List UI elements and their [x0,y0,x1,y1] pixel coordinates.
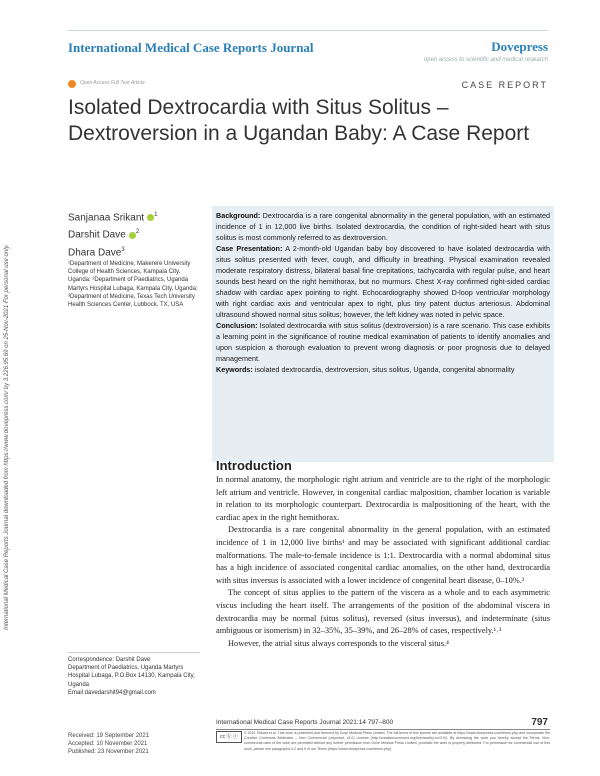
publication-dates: Received: 19 September 2021 Accepted: 10 November 2021 Published: 23 November 2021 [68,733,150,756]
correspondence-rule [68,652,200,653]
creative-commons-icon[interactable]: cc ⓑ ⓢ [216,731,242,743]
introduction-body: In normal anatomy, the morphologic right atrium and ventricle are to the right of the morphologic left atrium and ventricle. However, in congenital cardiac malposition, chamber location is variable in relation to its morphologic counterpart. Dextrocardia is malpositioning of the heart, with the cardiac apex in the right hemithorax. Dextrocardia is a rare congenital abnormality in the general population, with an estimated incidence of 1 in 12,000 live births¹ and may be associated with significant additional cardiac malformations. The male-to-female incidence is 1:1. Dextrocardia with a normal abdominal situs has a high incidence of associated congenital cardiac anomalies, on the other hand, dextrocardia with situs inversus is associated with a lower incidence of congenital heart disease, 0–10%.² The concept of situs applies to the pattern of the viscera as a whole and to each asymmetric viscus including the heart itself. The arrangements of the position of the abdominal viscera in dextrocardia may be normal (situs solitus), reversed (situs inversus), and indeterminate (situs ambiguous or isomerism) in 32–35%, 35–39%, and 26–28% of cases, respectively.¹˒³ However, the atrial situs always corresponds to the visceral situs.⁴ [216,475,550,648]
footer-journal-reference: International Medical Case Reports Journal 2021:14 797–800 [216,719,394,726]
publisher-logo[interactable]: Dovepress [491,39,548,54]
author: Darshit Dave $^2$ [68,229,140,241]
affiliations: ¹Department of Medicine, Makerere University College of Health Sciences, Kampala City, Uganda; ²Department of Paediatrics, Uganda Martyrs Hospital Lubaga, Kampala City, Uganda; ³Department of Medicine, Texas Tech University Health Sciences Center, Lubbock, TX, USA [68,261,198,309]
article-type: CASE REPORT [461,80,548,90]
side-download-notice: International Medical Case Reports Journal downloaded from https://www.dovepress.com/ by 3.226.95.69 on 25-Nov-2021 For personal use only. [4,244,10,630]
author: Dhara Dave$^3$ [68,246,125,258]
open-access-icon [68,80,76,88]
abstract: Background: Dextrocardia is a rare congenital abnormality in the general population, with an estimated incidence of 1 in 12,000 live births. Isolated dextrocardia, the condition of right-sided heart with situs solitus is most commonly referred to as dextroversion. Case Presentation: A 2-month-old Ugandan baby boy discovered to have isolated dextrocardia with situs solitus presented with fever, cough, and difficulty in breathing. Physical examination revealed moderate respiratory distress, bilateral basal fine crepitations, tachycardia with regular pulse, and heart sounds best heard on the right hemithorax, but no murmurs. Chest X-ray confirmed right-sided cardiac shadow with cardiac apex pointing to right. Echocardiography showed D-loop ventricular morphology with right cardiac axis and ventricular apex to right, plus tiny patent ductus arteriosus. Abdominal ultrasound showed normal situs solitus; however, the left kidney was noted in pelvic space. Conclusion: Isolated dextrocardia with situs solitus (dextroversion) is a rare scenario. This case exhibits a learning point in the significance of routine medical examination of patients to identify anomalies and upon suspicion a thorough evaluation to prevent wrong diagnosis or poor prognosis due to delayed management. Keywords: isolated dextrocardia, dextroversion, situs solitus, Uganda, congenital abnormality [216,211,551,374]
author-list [68,208,158,260]
article-title: Isolated Dextrocardia with Situs Solitus – Dextroversion in a Ugandan Baby: A Case Report [68,96,530,145]
correspondence-email[interactable]: Email davedarshit94@gmail.com [68,689,156,696]
publisher-tagline: open access to scientific and medical research [423,57,548,63]
correspondence: Correspondence: Darshit Dave Department of Paediatrics, Uganda Martyrs Hospital Lubaga, P.O.Box 14130, Kampala City, Uganda Email davedarshit94@gmail.com [68,656,200,697]
orcid-icon[interactable] [129,232,136,239]
author: Sanjanaa Srikant $^1$ [68,212,158,224]
section-heading-introduction: Introduction [216,458,292,473]
header-rule [68,30,548,31]
open-access-label: Open Access Full Text Article [80,80,145,86]
footer-rule [216,729,550,730]
journal-name[interactable]: International Medical Case Reports Journal [68,40,314,55]
page-number: 797 [531,717,548,728]
license-text: © 2021 Srikant et al. This work is published and licensed by Dove Medical Press Limited. The full terms of this license are available at https://www.dovepress.com/terms.php and incorporate the Creative Commons Attribution – Non Commercial (unported, v3.0) License (http://creativecommons.org/licenses/by-nc/3.0/). By accessing the work you hereby accept the Terms. Non-commercial uses of the work are permitted without any further permission from Dove Medical Press Limited, provided the work is properly attributed. For permission for commercial use of this work, please see paragraphs 4.2 and 5 of our Terms (https://www.dovepress.com/terms.php). [244,731,550,751]
